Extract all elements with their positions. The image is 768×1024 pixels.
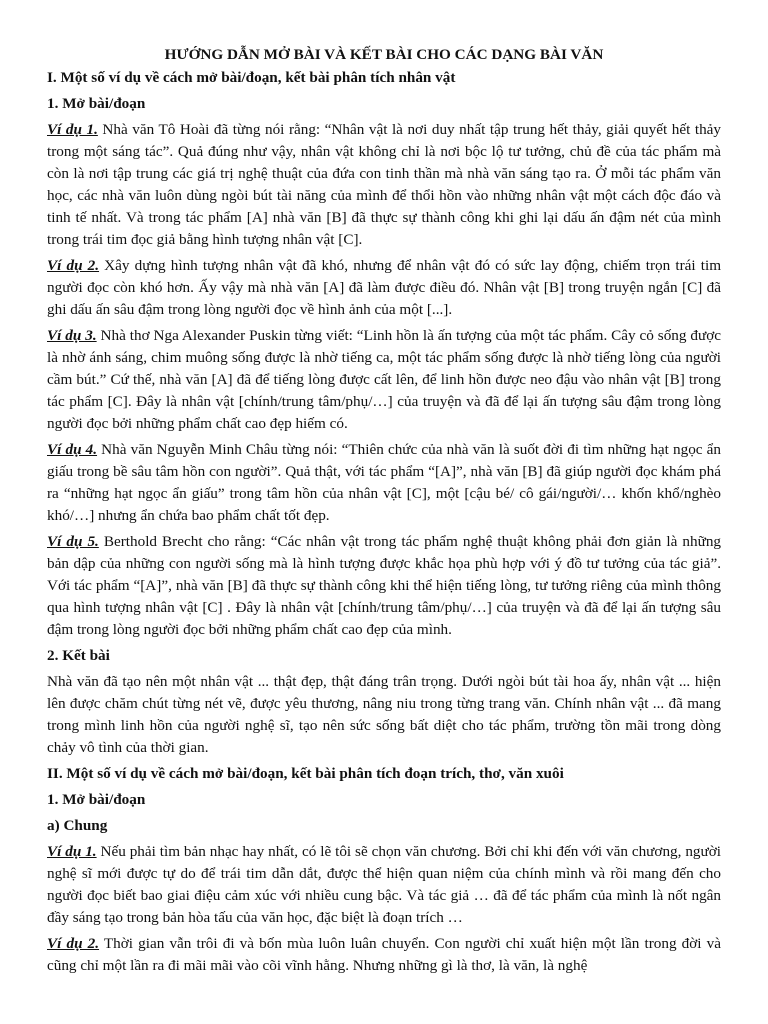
example-text: Berthold Brecht cho rằng: “Các nhân vật trong tác phẩm nghệ thuật không phải đơn giản là những bản dập của những con người sống mà là hình tượng được khắc họa phù hợp với ý đồ tư tưởng của tác giả”. Với tác phẩm “[A]”, nhà văn [B] đã thực sự thành công khi thể hiện tiếng lòng, tư tưởng riêng của mình thông qua hình tượng nhân vật [C] . Đây là nhân vật [chính/trung tâm/phụ/…] của truyện và đã để lại ấn tượng sâu đậm trong lòng người đọc bởi những phẩm chất cao đẹp của mình. (47, 533, 722, 638)
s2-example-1 (47, 841, 721, 929)
example-label: Ví dụ 2. (47, 935, 100, 952)
document-title: HƯỚNG DẪN MỞ BÀI VÀ KẾT BÀI CHO CÁC DẠNG BÀI VĂN (164, 46, 604, 63)
example-text: Nếu phải tìm bản nhạc hay nhất, có lẽ tôi sẽ chọn văn chương. Bởi chỉ khi đến với văn chương, người nghệ sĩ mới được tự do để trái tim dẫn dắt, được thể hiện quan niệm của chính mình và rồi mang đến cho người đọc biết bao giai điệu cảm xúc với nhiều cung bậc. Và tác giả … đã để tác phẩm của mình là nốt ngân đầy sáng tạo trong bản hòa tấu của văn học, đặc biệt là đoạn trích … (47, 843, 721, 926)
example-label: Ví dụ 5. (47, 533, 99, 550)
example-label: Ví dụ 2. (47, 257, 100, 274)
s1-example-5 (47, 531, 721, 641)
section-2-sub-a: a) Chung (47, 817, 108, 834)
example-label: Ví dụ 1. (47, 843, 97, 860)
section-2-heading: II. Một số ví dụ về cách mở bài/đoạn, kết bài phân tích đoạn trích, thơ, văn xuôi (47, 765, 564, 782)
example-label: Ví dụ 1. (47, 121, 98, 138)
example-label: Ví dụ 3. (47, 327, 97, 344)
s1-example-4 (47, 439, 721, 527)
s1-example-3 (47, 325, 721, 435)
example-text: Nhà văn Nguyễn Minh Châu từng nói: “Thiên chức của nhà văn là suốt đời đi tìm những hạt ngọc ẩn giấu trong bề sâu tâm hồn con người”. Quả thật, với tác phẩm “[A]”, nhà văn [B] đã giúp người đọc khám phá ra “những hạt ngọc ẩn giấu” trong tâm hồn của nhân vật [C], một [cậu bé/ cô gái/người/… khốn khổ/nghèo khó/…] nhưng ẩn chứa bao phẩm chất tốt đẹp. (47, 441, 721, 524)
section-1-heading: I. Một số ví dụ về cách mở bài/đoạn, kết bài phân tích nhân vật (47, 69, 456, 86)
s2-example-2 (47, 933, 721, 977)
s1-example-1 (47, 119, 721, 251)
section-1-sub-conclusion: 2. Kết bài (47, 647, 110, 664)
example-text: Thời gian vẫn trôi đi và bốn mùa luôn luân chuyển. Con người chỉ xuất hiện một lần trong đời và cũng chỉ một lần ra đi mãi mãi vào cõi vĩnh hằng. Nhưng những gì là thơ, là văn, là nghệ (47, 935, 721, 974)
section-1-sub-intro: 1. Mở bài/đoạn (47, 95, 146, 112)
s1-example-2 (47, 255, 721, 321)
example-label: Ví dụ 4. (47, 441, 98, 458)
example-text: Nhà văn Tô Hoài đã từng nói rằng: “Nhân vật là nơi duy nhất tập trung hết thảy, giải quyết hết thảy trong một sáng tác”. Quả đúng như vậy, nhân vật không chỉ là nơi bộc lộ tư tưởng, chủ đề của tác phẩm mà còn là nơi tập trung các giá trị nghệ thuật của đứa con tinh thần mà nhà văn sáng tạo ra. Ở mỗi tác phẩm văn học, các nhà văn luôn dùng ngòi bút tài năng của mình để thổi hồn vào những nhân vật một cách độc đáo và tinh tế nhất. Và trong tác phẩm [A] nhà văn [B] đã thực sự thành công khi ghi lại dấu ấn đậm nét của mình trong trái tim đọc giả bằng hình tượng nhân vật [C]. (47, 121, 721, 248)
s1-conclusion-text: Nhà văn đã tạo nên một nhân vật ... thật đẹp, thật đáng trân trọng. Dưới ngòi bút tài hoa ấy, nhân vật ... hiện lên được chăm chút từng nét vẽ, được yêu thương, nâng niu trong từng trang văn. Chính nhân vật ... đã mang trong mình linh hồn của người nghệ sĩ, tạo nên sức sống bất diệt cho tác phẩm, trường tồn mãi trong dòng chảy vô tình của thời gian. (47, 673, 721, 756)
example-text: Nhà thơ Nga Alexander Puskin từng viết: “Linh hồn là ấn tượng của một tác phẩm. Cây cỏ sống được là nhờ ánh sáng, chim muông sống được là nhờ tiếng ca, một tác phẩm sống được là nhờ tiếng lòng của người cầm bút.” Cứ thế, nhà văn [A] đã để tiếng lòng được cất lên, để linh hồn được neo đậu vào nhân vật [B] trong tác phẩm [C]. Đây là nhân vật [chính/trung tâm/phụ/…] của truyện và đã để lại ấn tượng sâu đậm trong lòng người đọc bởi những phẩm chất cao đẹp hiếm có. (47, 327, 722, 432)
section-2-sub-intro: 1. Mở bài/đoạn (47, 791, 146, 808)
example-text: Xây dựng hình tượng nhân vật đã khó, nhưng để nhân vật đó có sức lay động, chiếm trọn trái tim người đọc còn khó hơn. Ấy vậy mà nhà văn [A] đã làm được điều đó. Nhân vật [B] trong truyện ngắn [C] đã ghi dấu ấn sâu đậm trong lòng người đọc về hình ảnh của một [...]. (47, 257, 722, 318)
